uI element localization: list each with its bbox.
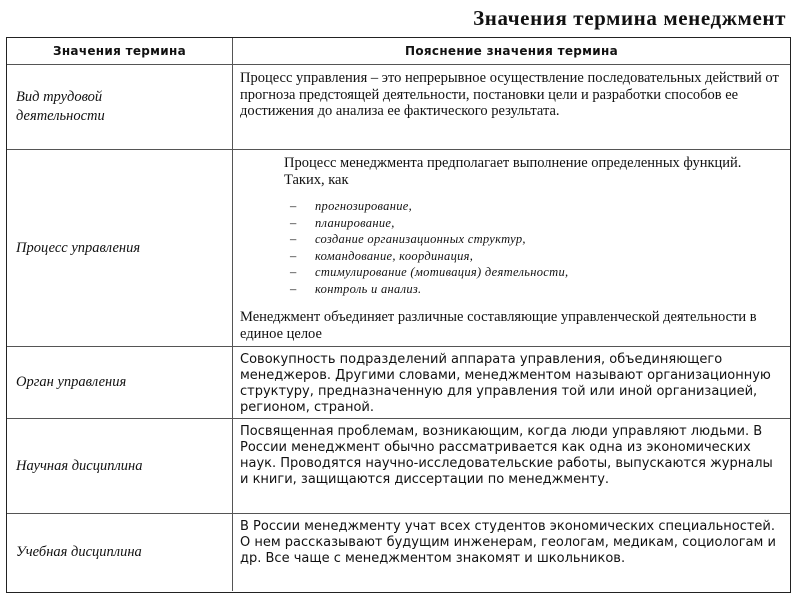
table-row-explanation bbox=[233, 514, 790, 591]
list-item: – контроль и анализ. bbox=[290, 281, 782, 298]
list-item: – создание организационных структур, bbox=[290, 231, 782, 248]
table-row-term bbox=[7, 347, 233, 419]
term-label: Научная дисциплина bbox=[16, 457, 143, 474]
table-row-term bbox=[7, 150, 233, 347]
table-row-explanation bbox=[233, 65, 790, 150]
table-row-explanation bbox=[233, 419, 790, 514]
table-row-term bbox=[7, 419, 233, 514]
column-header-explanation: Пояснение значения термина bbox=[233, 38, 790, 65]
explanation-text: Посвященная проблемам, возникающим, когда люди управляют людьми. В России менеджмент обычно рассматривается как одна из экономических наук. Проводятся научно-исследовательские работы, выпускаются журналы и книги, защищаются диссертации по менеджменту. bbox=[240, 424, 773, 487]
terms-table bbox=[6, 37, 791, 593]
term-label: Вид трудовой деятельности bbox=[16, 89, 105, 124]
term-label: Учебная дисциплина bbox=[16, 544, 142, 560]
table-row-term bbox=[7, 514, 233, 591]
explanation-intro: Процесс менеджмента предполагает выполнение определенных функций. Таких, как bbox=[284, 155, 742, 188]
explanation-outro: Менеджмент объединяет различные составляющие управленческой деятельности в единое целое bbox=[240, 309, 757, 342]
list-item: – командование, координация, bbox=[290, 248, 782, 265]
list-item: – стимулирование (мотивация) деятельности, bbox=[290, 264, 782, 281]
functions-list bbox=[240, 198, 782, 297]
table-row-explanation bbox=[233, 347, 790, 419]
table-row-explanation bbox=[233, 150, 790, 347]
page-title: Значения термина менеджмент bbox=[473, 6, 786, 30]
explanation-text: В России менеджменту учат всех студентов экономических специальностей. О нем рассказывают будущим инженерам, геологам, медикам, социологам и др. Все чаще с менеджментом знакомят и школьников. bbox=[240, 519, 776, 566]
list-item: – планирование, bbox=[290, 215, 782, 232]
table-row-term bbox=[7, 65, 233, 150]
term-label: Орган управления bbox=[16, 374, 127, 390]
list-item: – прогнозирование, bbox=[290, 198, 782, 215]
explanation-text: Совокупность подразделений аппарата управления, объединяющего менеджеров. Другими словами, менеджментом называют организационную структуру, предназначенную для управления той или иной организацией, регионом, страной. bbox=[240, 352, 771, 415]
explanation-text: Процесс управления – это непрерывное осуществление последовательных действий от прогноза предстоящей деятельности, постановки цели и разработки способов ее достижения до анализа ее фактического результата. bbox=[240, 70, 779, 119]
term-label: Процесс управления bbox=[16, 239, 141, 256]
column-header-term: Значения термина bbox=[7, 38, 233, 65]
